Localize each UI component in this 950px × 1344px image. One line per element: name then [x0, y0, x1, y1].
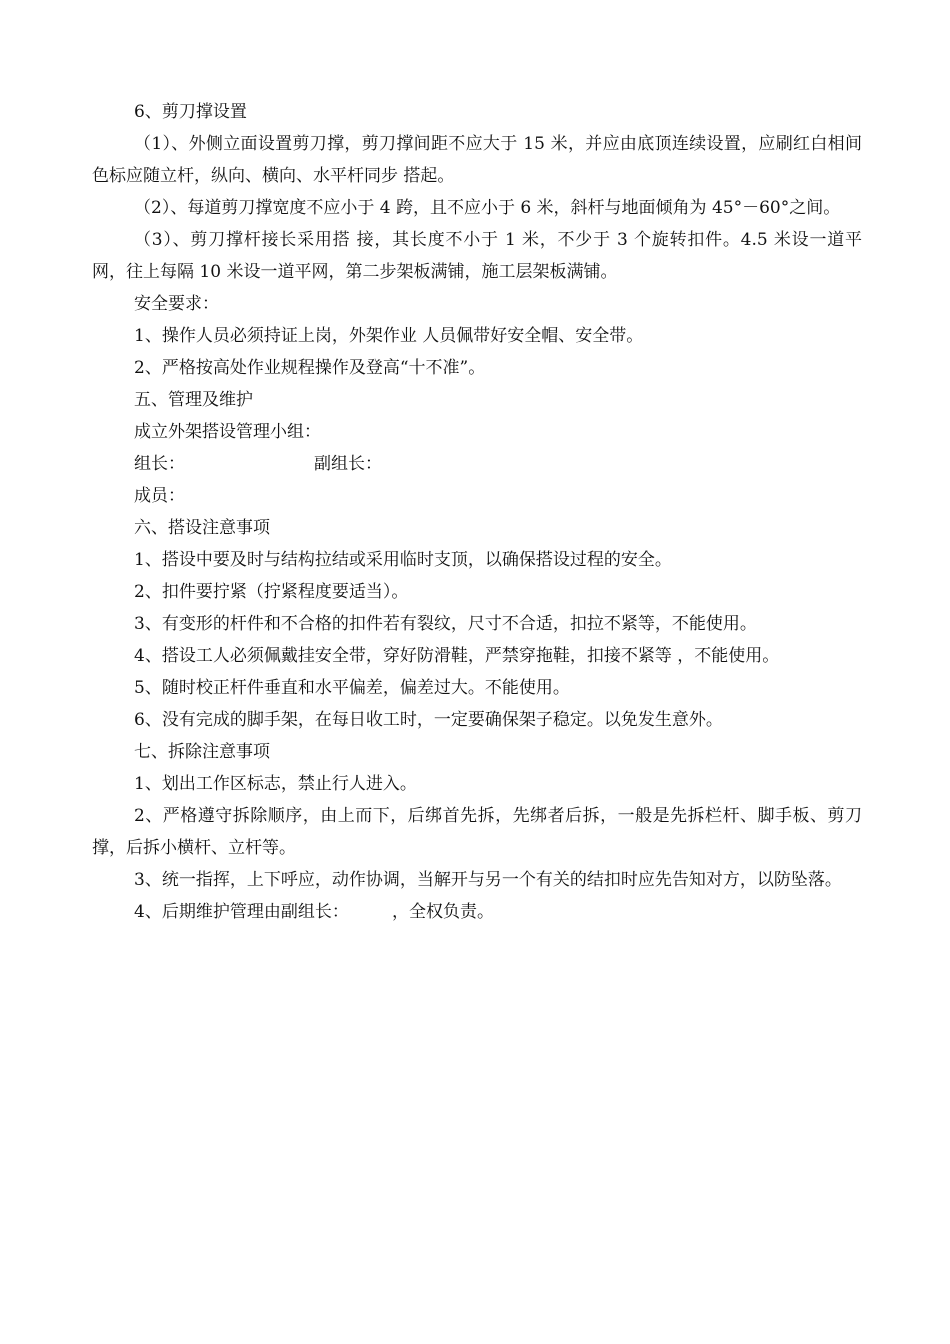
members-label: 成员：: [134, 486, 185, 506]
paragraph-erection-2: 2、扣件要拧紧（拧紧程度要适当）。: [134, 582, 409, 602]
deputy-leader-label: 副组长：: [314, 454, 382, 474]
paragraph-safety-2: 2、严格按高处作业规程操作及登高“十不准”。: [134, 358, 486, 378]
paragraph-group: 成立外架搭设管理小组：: [134, 422, 321, 442]
leader-label: 组长：: [134, 454, 185, 474]
document-body: [92, 96, 862, 928]
paragraph-scissor-1: （1）、外侧立面设置剪刀撑，剪刀撑间距不应大于 15 米，并应由底顶连续设置，应刷红白相间色标应随立杆，纵向、横向、水平杆同步 搭起。: [92, 134, 862, 186]
leader-row: [92, 448, 862, 480]
paragraph-safety-1: 1、操作人员必须持证上岗，外架作业 人员佩带好安全帽、安全带。: [134, 326, 644, 346]
paragraph-erection-4: 4、搭设工人必须佩戴挂安全带，穿好防滑鞋，严禁穿拖鞋，扣接不紧等 ，不能使用。: [134, 646, 780, 666]
paragraph-erection-6: 6、没有完成的脚手架，在每日收工时，一定要确保架子稳定。以免发生意外。: [134, 710, 723, 730]
paragraph-dismantle-1: 1、划出工作区标志，禁止行人进入。: [134, 774, 417, 794]
paragraph-scissor-2: （2）、每道剪刀撑宽度不应小于 4 跨，且不应小于 6 米，斜杆与地面倾角为 45°－60°之间。: [134, 198, 841, 218]
heading-scissor-brace: 6、剪刀撑设置: [134, 102, 247, 122]
paragraph-dismantle-3: 3、统一指挥，上下呼应，动作协调，当解开与另一个有关的结扣时应先告知对方，以防坠落。: [134, 870, 842, 890]
paragraph-erection-3: 3、有变形的杆件和不合格的扣件若有裂纹，尺寸不合适，扣拉不紧等，不能使用。: [134, 614, 757, 634]
heading-management: 五、管理及维护: [134, 390, 253, 410]
paragraph-scissor-3: （3）、剪刀撑杆接长采用搭 接，其长度不小于 1 米，不少于 3 个旋转扣件。4.5 米设一道平网，往上每隔 10 米设一道平网，第二步架板满铺，施工层架板满铺。: [92, 230, 862, 282]
paragraph-dismantle-4: 4、后期维护管理由副组长： ，全权负责。: [134, 902, 495, 922]
heading-erection-notes: 六、搭设注意事项: [134, 518, 270, 538]
paragraph-erection-1: 1、搭设中要及时与结构拉结或采用临时支顶，以确保搭设过程的安全。: [134, 550, 672, 570]
heading-dismantle-notes: 七、拆除注意事项: [134, 742, 270, 762]
paragraph-erection-5: 5、随时校正杆件垂直和水平偏差，偏差过大。不能使用。: [134, 678, 570, 698]
paragraph-dismantle-2: 2、严格遵守拆除顺序，由上而下，后绑首先拆，先绑者后拆，一般是先拆栏杆、脚手板、剪刀撑，后拆小横杆、立杆等。: [92, 806, 862, 858]
heading-safety: 安全要求：: [134, 294, 219, 314]
